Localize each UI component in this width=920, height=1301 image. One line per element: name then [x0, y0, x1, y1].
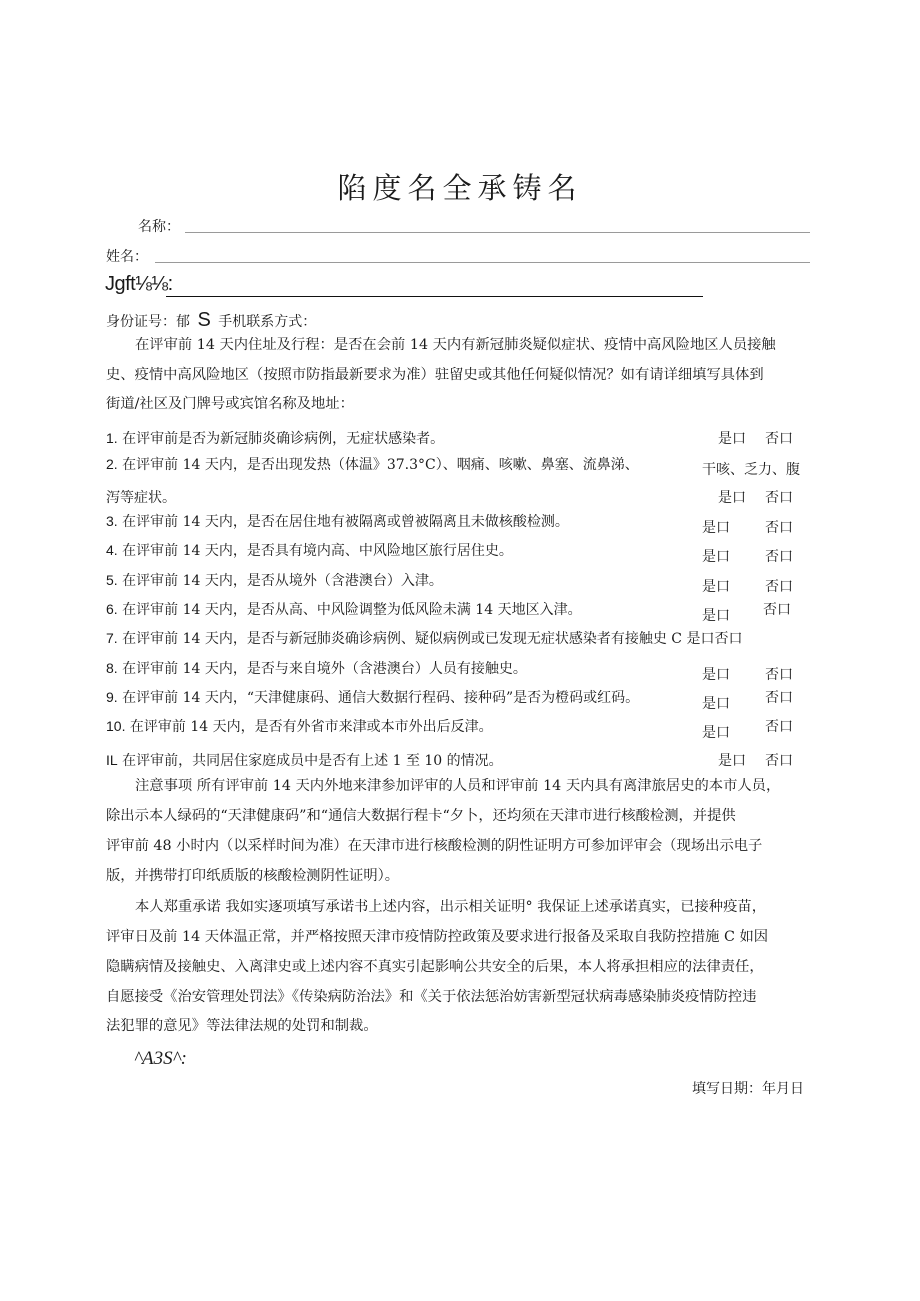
question-4: 4. 在评审前 14 天内，是否具有境内高、中风险地区旅行居住史。: [106, 542, 513, 559]
fill-date-label[interactable]: 填写日期：年月日: [692, 1081, 804, 1097]
q2-no-checkbox[interactable]: 否口: [765, 490, 793, 506]
q8-yes-checkbox[interactable]: 是口: [702, 667, 730, 683]
question-9: 9. 在评审前 14 天内，“天津健康码、通信大数据行程码、接种码”是否为橙码或红码。: [106, 689, 640, 706]
q5-yes-checkbox[interactable]: 是口: [702, 579, 730, 595]
signature-label[interactable]: ^A3S^:: [134, 1048, 187, 1069]
intro-line-1: 在评审前 14 天内住址及行程：是否在会前 14 天内有新冠肺炎疑似症状、疫情中高风险地区人员接触: [135, 337, 776, 353]
q4-no-checkbox[interactable]: 否口: [765, 549, 793, 565]
pledge-line-1: 本人郑重承诺 我如实逐项填写承诺书上述内容，出示相关证明° 我保证上述承诺真实，已接种疫苗，: [135, 899, 766, 915]
notice-line-3: 评审前 48 小时内（以采样时间为准）在天津市进行核酸检测的阴性证明方可参加评审会（现场出示电子: [106, 838, 763, 854]
q11-yes-checkbox[interactable]: 是口: [718, 753, 746, 769]
pledge-line-4: 自愿接受《治安管理处罚法》《传染病防治法》和《关于依法惩治妨害新型冠状病毒感染肺炎疫情防控违: [106, 989, 757, 1005]
person-name-label: 姓名：: [106, 249, 148, 265]
id-label: 身份证号：郁: [106, 314, 190, 330]
notice-line-4: 版，并携带打印纸质版的核酸检测阴性证明）。: [106, 868, 400, 884]
q8-no-checkbox[interactable]: 否口: [765, 667, 793, 683]
question-6: 6. 在评审前 14 天内，是否从高、中风险调整为低风险未满 14 天地区入津。: [106, 601, 582, 618]
question-5: 5. 在评审前 14 天内，是否从境外（含港澳台）入津。: [106, 572, 443, 589]
question-10: 10. 在评审前 14 天内，是否有外省市来津或本市外出后反津。: [106, 718, 493, 735]
q9-yes-checkbox[interactable]: 是口: [702, 696, 730, 712]
pledge-line-5: 法犯罪的意见》等法律法规的处罚和制裁。: [106, 1018, 378, 1034]
q5-no-checkbox[interactable]: 否口: [765, 579, 793, 595]
question-7: 7. 在评审前 14 天内，是否与新冠肺炎确诊病例、疑似病例或已发现无症状感染者有接触史 C 是口否口: [106, 630, 743, 647]
question-2-continuation: 泻等症状。: [106, 490, 176, 506]
q1-no-checkbox[interactable]: 否口: [765, 431, 793, 447]
notice-line-1: 注意事项 所有评审前 14 天内外地来津参加评审的人员和评审前 14 天内具有离津旅居史的本市人员，: [135, 778, 781, 794]
q11-no-checkbox[interactable]: 否口: [765, 753, 793, 769]
q3-yes-checkbox[interactable]: 是口: [702, 520, 730, 536]
q3-no-checkbox[interactable]: 否口: [765, 520, 793, 536]
question-1: 1. 在评审前是否为新冠肺炎确诊病例，无症状感染者。: [106, 430, 445, 447]
intro-line-2: 史、疫情中高风险地区（按照市防指最新要求为准）驻留史或其他任何疑似情况？如有请详细填写具体到: [106, 367, 764, 383]
pledge-line-3: 隐瞒病情及接触史、入离津史或上述内容不真实引起影响公共安全的后果，本人将承担相应的法律责任，: [106, 959, 764, 975]
q9-no-checkbox[interactable]: 否口: [765, 690, 793, 706]
id-s-glyph: S: [197, 309, 211, 331]
garbled-field-input-line[interactable]: [166, 296, 703, 297]
q1-yes-checkbox[interactable]: 是口: [718, 431, 746, 447]
garbled-field-label: Jgft⅛⅛:: [105, 273, 173, 295]
question-8: 8. 在评审前 14 天内，是否与来自境外（含港澳台）人员有接触史。: [106, 660, 527, 677]
q2-yes-checkbox[interactable]: 是口: [718, 490, 746, 506]
phone-label: 手机联系方式：: [218, 314, 317, 330]
question-2-overflow: 干咳、乏力、腹: [702, 462, 800, 478]
q6-no-checkbox[interactable]: 否口: [763, 602, 791, 618]
q10-yes-checkbox[interactable]: 是口: [702, 725, 730, 741]
q10-no-checkbox[interactable]: 否口: [765, 719, 793, 735]
q6-yes-checkbox[interactable]: 是口: [702, 608, 730, 624]
question-11: IL 在评审前，共同居住家庭成员中是否有上述 1 至 10 的情况。: [106, 752, 503, 769]
person-name-input-line[interactable]: [155, 262, 810, 263]
notice-line-2: 除出示本人绿码的“天津健康码”和“通信大数据行程卡“夕卜，还均须在天津市进行核酸检测，并提供: [106, 808, 736, 824]
question-2: 2. 在评审前 14 天内，是否出现发热（体温》37.3°C）、咽痛、咳嗽、鼻塞、流鼻涕、: [106, 456, 639, 473]
question-3: 3. 在评审前 14 天内，是否在居住地有被隔离或曾被隔离且未做核酸检测。: [106, 513, 569, 530]
q4-yes-checkbox[interactable]: 是口: [702, 549, 730, 565]
name-input-line[interactable]: [185, 232, 810, 233]
pledge-line-2: 评审日及前 14 天体温正常，并严格按照天津市疫情防控政策及要求进行报备及采取自我防控措施 C 如因: [106, 929, 769, 945]
id-phone-row: [106, 309, 316, 332]
intro-line-3: 街道/社区及门牌号或宾馆名称及地址：: [106, 396, 354, 412]
document-title: 陷度名全承铸名: [337, 171, 583, 205]
name-label: 名称：: [138, 219, 180, 235]
